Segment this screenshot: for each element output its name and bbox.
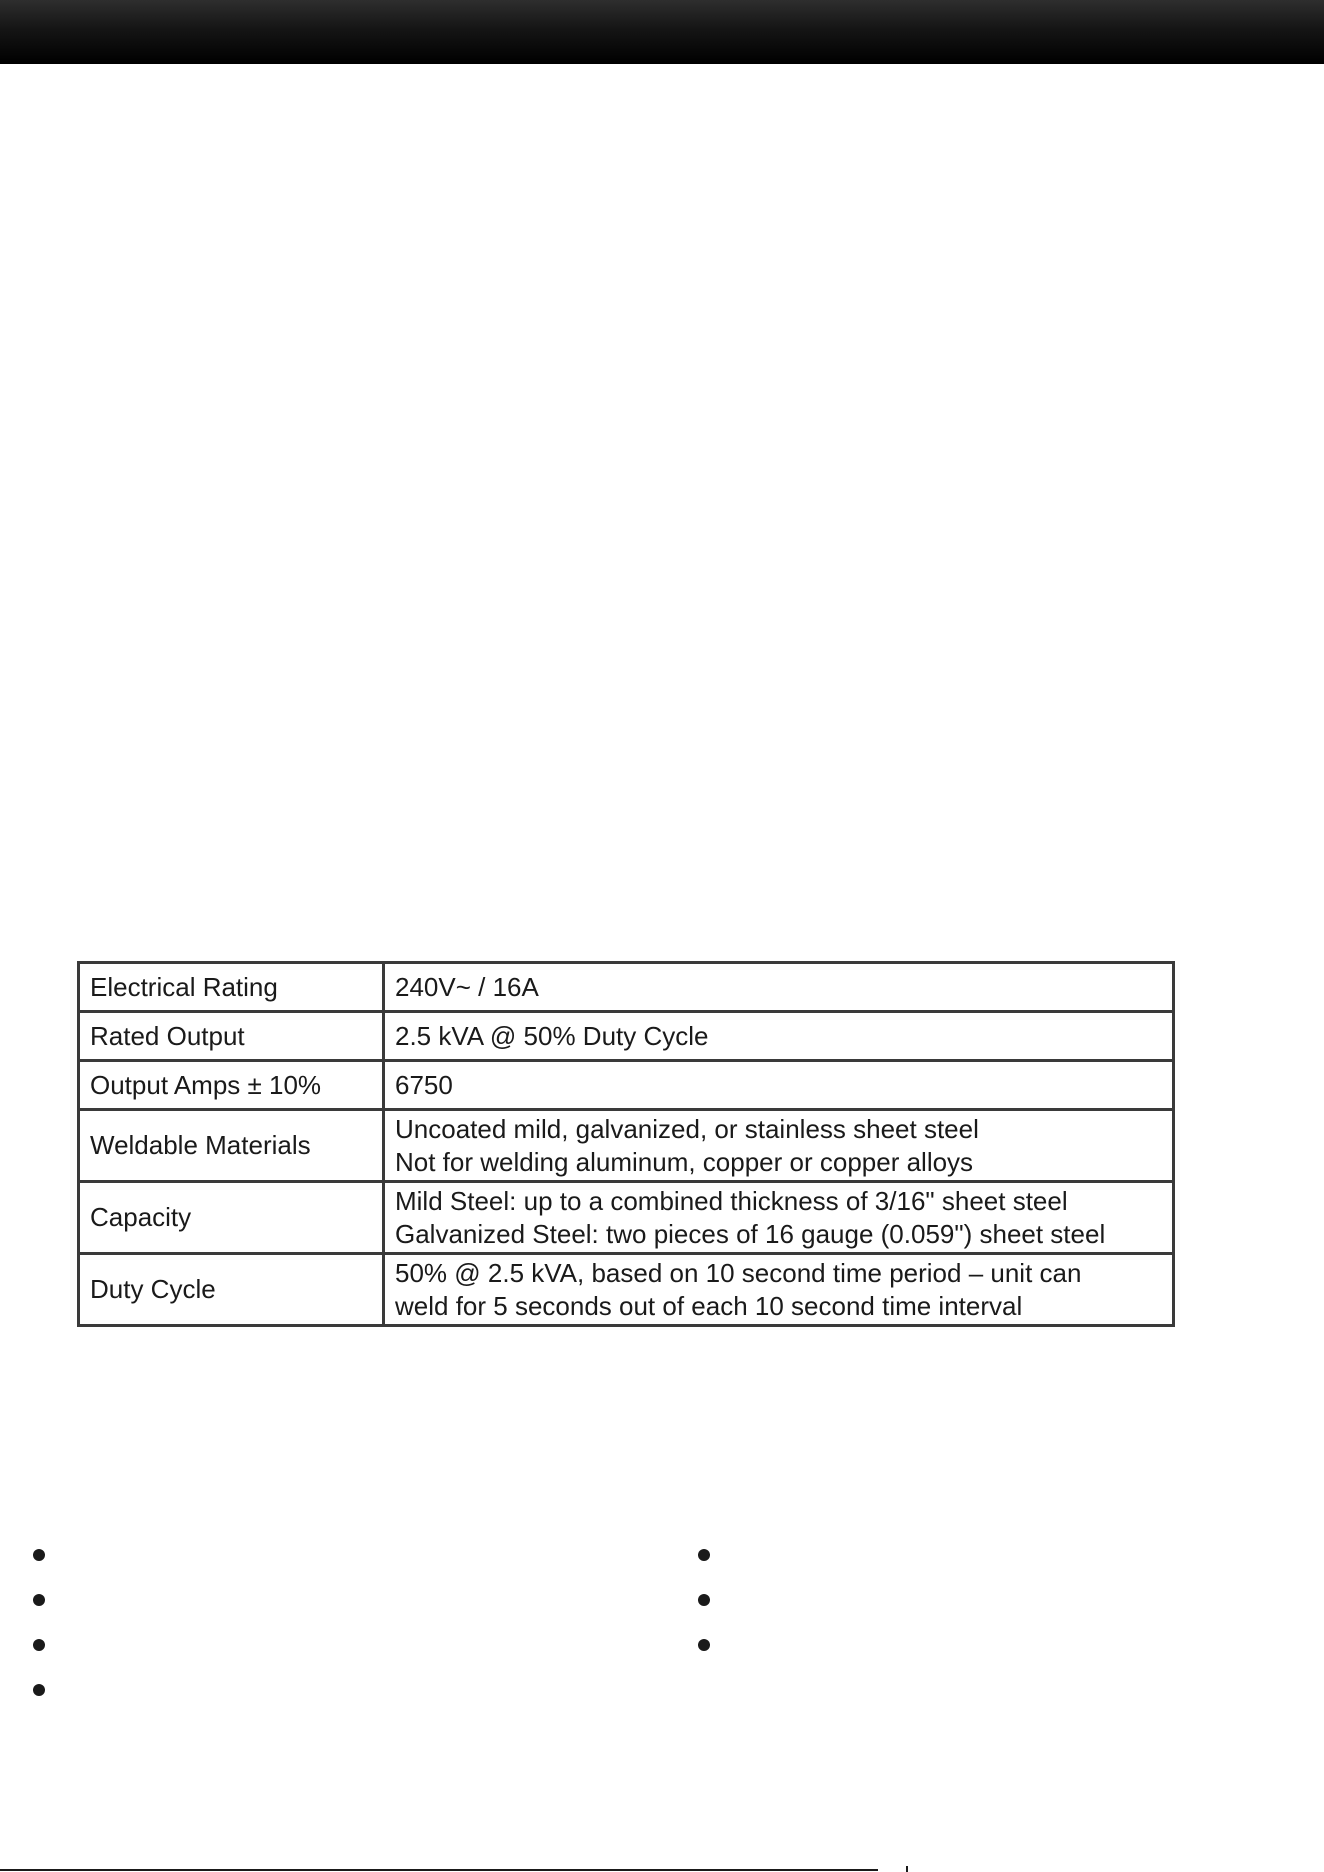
spec-row-weldable-materials — [79, 1110, 1174, 1182]
spec-value-line: 240V~ / 16A — [395, 971, 539, 1002]
bullet-icon — [33, 1684, 45, 1696]
bullet-icon — [698, 1594, 710, 1606]
spec-value-line: weld for 5 seconds out of each 10 second time interval — [395, 1290, 1023, 1321]
spec-value-line: 50% @ 2.5 kVA, based on 10 second time period – unit can — [395, 1257, 1082, 1288]
spec-value-line: 2.5 kVA @ 50% Duty Cycle — [395, 1020, 709, 1051]
spec-label: Electrical Rating — [79, 963, 384, 1012]
spec-value — [384, 1182, 1174, 1254]
spec-row-output-amps — [79, 1061, 1174, 1110]
spec-value-line: Uncoated mild, galvanized, or stainless sheet steel — [395, 1113, 979, 1144]
spec-label: Duty Cycle — [79, 1254, 384, 1326]
bullet-icon — [698, 1549, 710, 1561]
spec-row-duty-cycle — [79, 1254, 1174, 1326]
header-bar — [0, 0, 1324, 64]
footer-tick-mark — [906, 1866, 908, 1872]
spec-label: Weldable Materials — [79, 1110, 384, 1182]
specifications-table — [77, 961, 1175, 1327]
spec-value-line: Galvanized Steel: two pieces of 16 gauge (0.059") sheet steel — [395, 1218, 1106, 1249]
spec-value-line: Mild Steel: up to a combined thickness of 3/16" sheet steel — [395, 1185, 1068, 1216]
spec-row-rated-output — [79, 1012, 1174, 1061]
spec-value — [384, 1110, 1174, 1182]
spec-label: Rated Output — [79, 1012, 384, 1061]
spec-value — [384, 1254, 1174, 1326]
spec-label: Output Amps ± 10% — [79, 1061, 384, 1110]
footer-rule — [0, 1869, 878, 1871]
spec-value — [384, 1061, 1174, 1110]
spec-value-line: 6750 — [395, 1069, 453, 1100]
spec-value-line: Not for welding aluminum, copper or copper alloys — [395, 1146, 974, 1177]
spec-value — [384, 1012, 1174, 1061]
spec-label: Capacity — [79, 1182, 384, 1254]
bullet-icon — [33, 1639, 45, 1651]
bullet-icon — [698, 1639, 710, 1651]
spec-row-electrical-rating — [79, 963, 1174, 1012]
bullet-icon — [33, 1549, 45, 1561]
bullet-icon — [33, 1594, 45, 1606]
spec-value — [384, 963, 1174, 1012]
spec-row-capacity — [79, 1182, 1174, 1254]
